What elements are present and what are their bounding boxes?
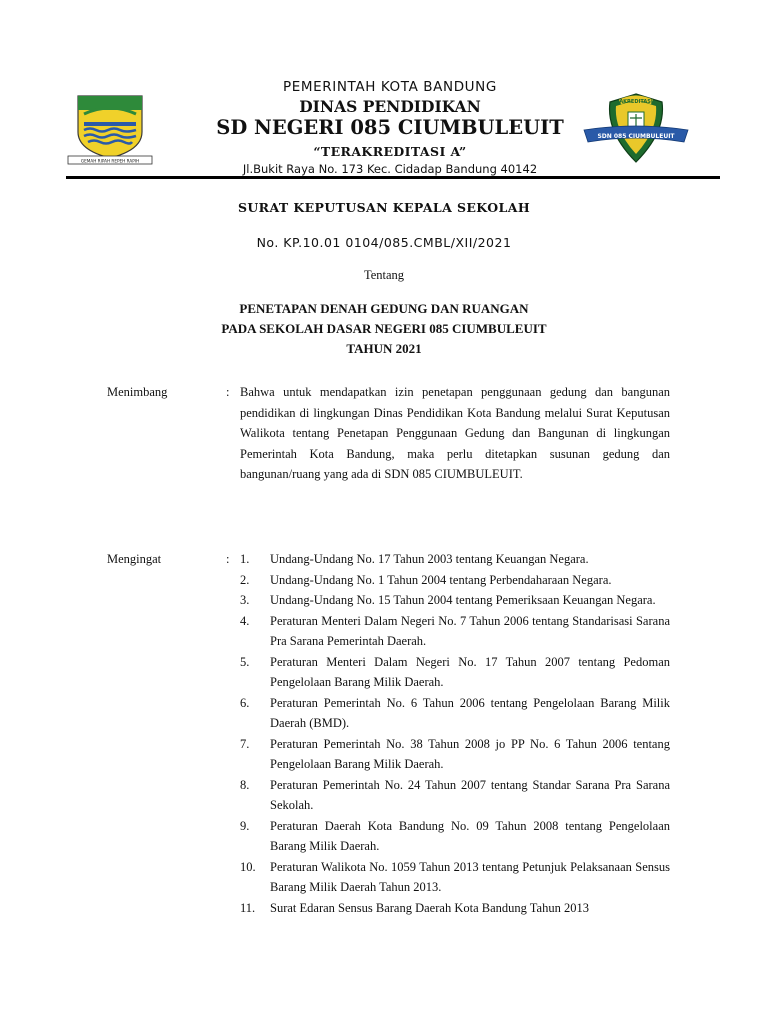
bandung-city-crest-icon [64,92,156,168]
list-item-text: Surat Edaran Sensus Barang Daerah Kota Bandung Tahun 2013 [270,900,589,915]
list-item-number: 10. [240,859,256,874]
letterhead-divider [66,176,720,179]
recalling-list [240,549,670,918]
considering-colon: : [226,385,230,399]
decree-subject-line-1: PENETAPAN DENAH GEDUNG DAN RUANGAN [239,301,529,316]
list-item [240,652,670,693]
list-item-text: Undang-Undang No. 17 Tahun 2003 tentang Keuangan Negara. [270,552,589,566]
government-name: PEMERINTAH KOTA BANDUNG [283,79,497,95]
list-item [240,611,670,652]
decree-subject-line-3: TAHUN 2021 [346,341,422,356]
decree-about-label: Tentang [363,268,405,282]
list-item [240,857,670,898]
decree-subject-line-2: PADA SEKOLAH DASAR NEGERI 085 CIUMBULEUIT [221,321,547,336]
list-item-text: Peraturan Walikota No. 1059 Tahun 2013 tentang Petunjuk Pelaksanaan Sensus Barang Milik Daerah Tahun 2013. [270,859,670,894]
list-item [240,570,670,591]
list-item-text: Peraturan Pemerintah No. 6 Tahun 2006 tentang Pengelolaan Barang Milik Daerah (BMD). [270,695,670,730]
list-item-number: 11. [240,900,256,915]
list-item-number: 6. [240,695,250,710]
considering-text: Bahwa untuk mendapatkan izin penetapan penggunaan gedung dan bangunan pendidikan di lingkungan Dinas Pendidikan Kota Bandung melalui Surat Keputusan Walikota tentang Penetapan Penggunaan Gedung dan Bangunan di lingkungan Pemerintah Kota Bandung, maka perlu ditetapkan susunan gedung dan bangunan/ruang yang ada di SDN 085 CIUMBULEUIT. [240,385,670,481]
accreditation-label: “TERAKREDITASI A” [313,144,467,159]
list-item-text: Undang-Undang No. 1 Tahun 2004 tentang Perbendaharaan Negara. [270,572,612,587]
svg-text:GEMAH RIPAH REPEH RAPIH: GEMAH RIPAH REPEH RAPIH [80,158,140,164]
list-item [240,734,670,775]
school-name: SD NEGERI 085 CIUMBULEUIT [216,116,564,139]
list-item-text: Peraturan Pemerintah No. 24 Tahun 2007 tentang Standar Sarana Pra Sarana Sekolah. [270,777,670,812]
list-item-text: Undang-Undang No. 15 Tahun 2004 tentang Pemeriksaan Keuangan Negara. [270,593,656,607]
list-item-text: Peraturan Menteri Dalam Negeri No. 7 Tahun 2006 tentang Standarisasi Sarana Pra Sarana Pemerintah Daerah. [270,613,670,648]
list-item-number: 2. [240,572,250,587]
recalling-label: Mengingat [107,552,162,566]
considering-label: Menimbang [107,385,168,399]
list-item [240,775,670,816]
svg-text:SDN 085 CIUMBULEUIT: SDN 085 CIUMBULEUIT [597,133,675,140]
list-item-number: 7. [240,736,250,751]
school-address: Jl.Bukit Raya No. 173 Kec. Cidadap Bandung 40142 [242,162,538,176]
list-item-number: 5. [240,654,250,669]
department-name: DINAS PENDIDIKAN [299,97,481,116]
list-item [240,898,670,919]
list-item-text: Peraturan Daerah Kota Bandung No. 09 Tahun 2008 tentang Pengelolaan Barang Milik Daerah. [270,818,670,853]
decree-title: SURAT KEPUTUSAN KEPALA SEKOLAH [237,200,531,215]
decree-number: No. KP.10.01 0104/085.CMBL/XII/2021 [256,235,512,250]
list-item [240,693,670,734]
recalling-colon: : [226,552,230,566]
list-item-number: 4. [240,613,250,628]
list-item [240,590,670,611]
list-item-number: 3. [240,593,250,607]
list-item [240,816,670,857]
list-item-number: 9. [240,818,250,833]
school-badge-icon [580,92,692,164]
svg-text:AKREDITASI: AKREDITASI [619,99,653,105]
list-item [240,549,670,570]
list-item-text: Peraturan Pemerintah No. 38 Tahun 2008 jo PP No. 6 Tahun 2006 tentang Pengelolaan Barang Milik Daerah. [270,736,670,771]
list-item-number: 1. [240,552,250,566]
list-item-text: Peraturan Menteri Dalam Negeri No. 17 Tahun 2007 tentang Pedoman Pengelolaan Barang Milik Daerah. [270,654,670,689]
list-item-number: 8. [240,777,250,792]
letterhead [0,72,768,182]
